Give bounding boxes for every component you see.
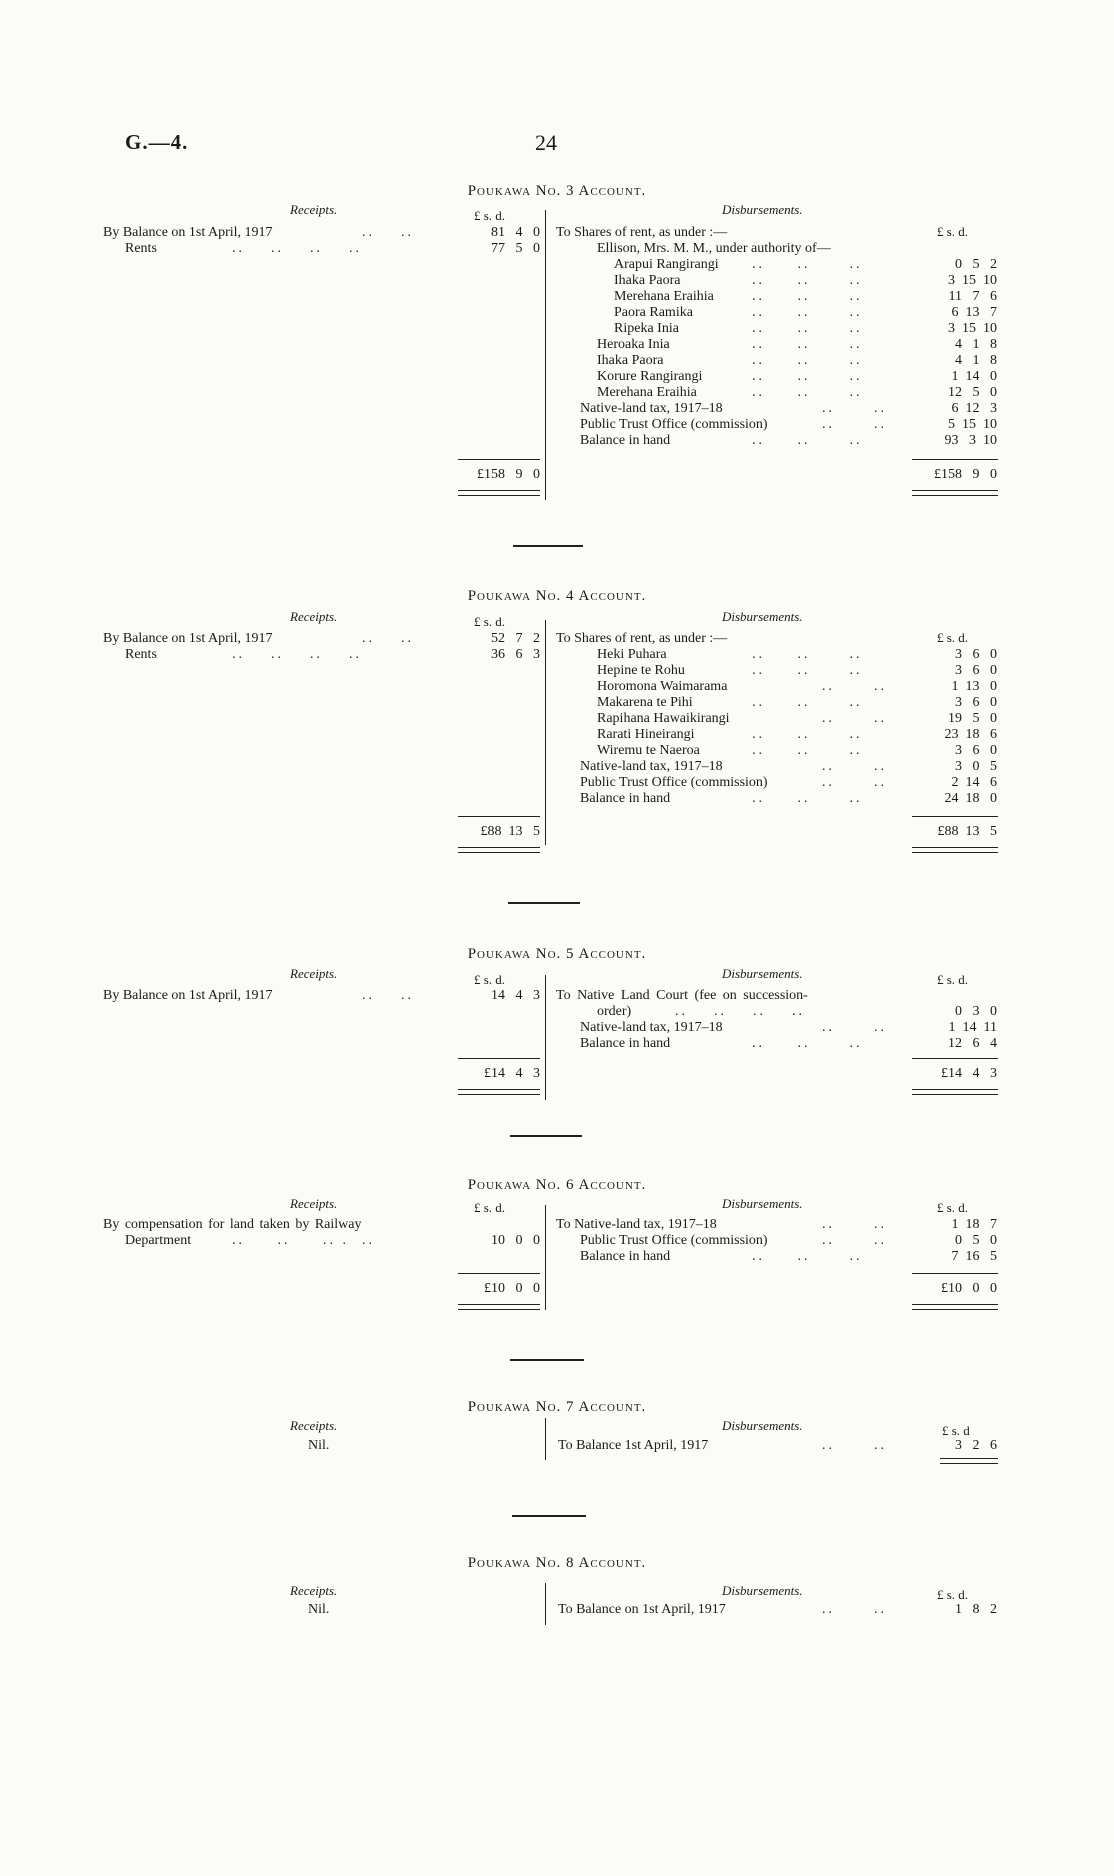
disb-line: To Balance on 1st April, 1917 [558,1602,726,1617]
disb-line: Rarati Hineirangi [597,727,695,742]
disb-line: Ellison, Mrs. M. M., under authority of— [597,241,831,256]
currency-header: £ s. d. [474,972,506,987]
disb-amount: 3 6 0 [955,743,997,758]
account-title: Poukawa No. 6 Account. [467,1177,647,1193]
disb-line: Native-land tax, 1917–18 [580,401,723,416]
currency-header: £ s. d. [937,1587,969,1602]
currency-header: £ s. d. [937,224,969,239]
disb-amount: 6 12 3 [951,401,997,416]
disb-line: Hepine te Rohu [597,663,685,678]
receipts-label: Receipts. [290,1418,338,1433]
disb-total: £14 4 3 [941,1066,997,1081]
receipts-total: £88 13 5 [480,824,540,839]
disb-line: To Shares of rent, as under :— [556,631,728,646]
account-title: Poukawa No. 5 Account. [467,946,647,962]
receipts-nil: Nil. [308,1602,330,1617]
receipt-amount: 81 4 0 [491,225,540,240]
disb-line: To Native Land Court (fee on succession- [556,988,808,1003]
disb-line: order) [597,1004,632,1019]
disb-amount: 3 15 10 [948,321,997,336]
receipt-line: By Balance on 1st April, 1917 [103,988,273,1003]
disb-amount: 24 18 0 [944,791,997,806]
disb-amount: 4 1 8 [955,337,997,352]
receipt-line: Rents [125,647,157,662]
receipts-label: Receipts. [290,966,338,981]
disb-line: Ihaka Paora [614,273,681,288]
disb-line: Public Trust Office (commission) [580,417,768,432]
disb-amount: 12 6 4 [948,1036,997,1051]
disb-line: Balance in hand [580,433,671,448]
disb-amount: 3 2 6 [955,1438,997,1453]
account-title: Poukawa No. 3 Account. [467,183,647,199]
receipt-line: By compensation for land taken by Railway [103,1217,362,1232]
disb-line: Ihaka Paora [597,353,664,368]
disbursements-label: Disbursements. [722,1583,803,1598]
receipt-line: By Balance on 1st April, 1917 [103,631,273,646]
disb-amount: 3 6 0 [955,695,997,710]
currency-header: £ s. d. [474,1200,506,1215]
disb-amount: 6 13 7 [951,305,997,320]
disb-amount: 3 6 0 [955,647,997,662]
disb-total: £158 9 0 [934,467,997,482]
receipt-line: Rents [125,241,157,256]
disb-amount: 1 14 0 [951,369,997,384]
account-title: Poukawa No. 4 Account. [467,588,647,604]
disb-amount: 1 14 11 [948,1020,997,1035]
currency-header: £ s. d [942,1423,970,1438]
receipt-line: Department [125,1233,192,1248]
disb-line: To Shares of rent, as under :— [556,225,728,240]
currency-header: £ s. d. [937,630,969,645]
receipts-label: Receipts. [290,202,338,217]
disb-line: Arapui Rangirangi [614,257,719,272]
receipt-amount: 77 5 0 [491,241,540,256]
page-number: 24 [535,130,557,155]
receipts-label: Receipts. [290,1583,338,1598]
disb-amount: 19 5 0 [948,711,997,726]
disb-amount: 11 7 6 [948,289,997,304]
currency-header: £ s. d. [937,1200,969,1215]
disbursements-label: Disbursements. [722,1196,803,1211]
disb-amount: 1 18 7 [951,1217,997,1232]
disb-line: Public Trust Office (commission) [580,775,768,790]
receipt-amount: 52 7 2 [491,631,540,646]
disb-line: Ripeka Inia [614,321,679,336]
disb-line: Heroaka Inia [597,337,670,352]
disb-amount: 7 16 5 [951,1249,997,1264]
disb-total: £88 13 5 [937,824,997,839]
disb-amount: 0 3 0 [955,1004,997,1019]
receipt-line: By Balance on 1st April, 1917 [103,225,273,240]
receipts-total: £158 9 0 [477,467,540,482]
disb-line: Horomona Waimarama [597,679,728,694]
disb-amount: 3 0 5 [955,759,997,774]
disb-line: Wiremu te Naeroa [597,743,700,758]
disbursements-label: Disbursements. [722,609,803,624]
disb-line: Merehana Eraihia [614,289,714,304]
currency-header: £ s. d. [937,972,969,987]
disb-amount: 0 5 0 [955,1233,997,1248]
receipt-amount: 36 6 3 [491,647,540,662]
disb-line: To Balance 1st April, 1917 [558,1438,709,1453]
account-title: Poukawa No. 7 Account. [467,1399,647,1415]
disb-amount: 5 15 10 [948,417,997,432]
disb-amount: 0 5 2 [955,257,997,272]
disb-line: Paora Ramika [614,305,693,320]
disbursements-label: Disbursements. [722,966,803,981]
currency-header: £ s. d. [474,208,506,223]
disb-line: Balance in hand [580,1036,671,1051]
disb-amount: 1 8 2 [955,1602,997,1617]
disb-line: Makarena te Pihi [597,695,693,710]
account-title: Poukawa No. 8 Account. [467,1555,647,1571]
disb-line: Balance in hand [580,791,671,806]
receipts-label: Receipts. [290,1196,338,1211]
disb-amount: 93 3 10 [944,433,997,448]
disb-amount: 2 14 6 [951,775,997,790]
disb-line: Merehana Eraihia [597,385,697,400]
document-code: G.—4. [125,130,189,154]
disb-line: Heki Puhara [597,647,667,662]
disb-amount: 3 15 10 [948,273,997,288]
receipts-label: Receipts. [290,609,338,624]
receipt-amount: 10 0 0 [491,1233,540,1248]
disbursements-label: Disbursements. [722,1418,803,1433]
receipt-amount: 14 4 3 [491,988,540,1003]
disb-line: To Native-land tax, 1917–18 [556,1217,717,1232]
disbursements-label: Disbursements. [722,202,803,217]
disb-total: £10 0 0 [941,1281,997,1296]
disb-line: Balance in hand [580,1249,671,1264]
disb-line: Public Trust Office (commission) [580,1233,768,1248]
currency-header: £ s. d. [474,614,506,629]
disb-amount: 12 5 0 [948,385,997,400]
disb-amount: 3 6 0 [955,663,997,678]
disb-amount: 23 18 6 [944,727,997,742]
disb-line: Native-land tax, 1917–18 [580,759,723,774]
receipts-total: £10 0 0 [484,1281,540,1296]
receipts-total: £14 4 3 [484,1066,540,1081]
disb-amount: 1 13 0 [951,679,997,694]
disb-line: Korure Rangirangi [597,369,703,384]
disb-amount: 4 1 8 [955,353,997,368]
disb-line: Rapihana Hawaikirangi [597,711,730,726]
disb-line: Native-land tax, 1917–18 [580,1020,723,1035]
receipts-nil: Nil. [308,1438,330,1453]
